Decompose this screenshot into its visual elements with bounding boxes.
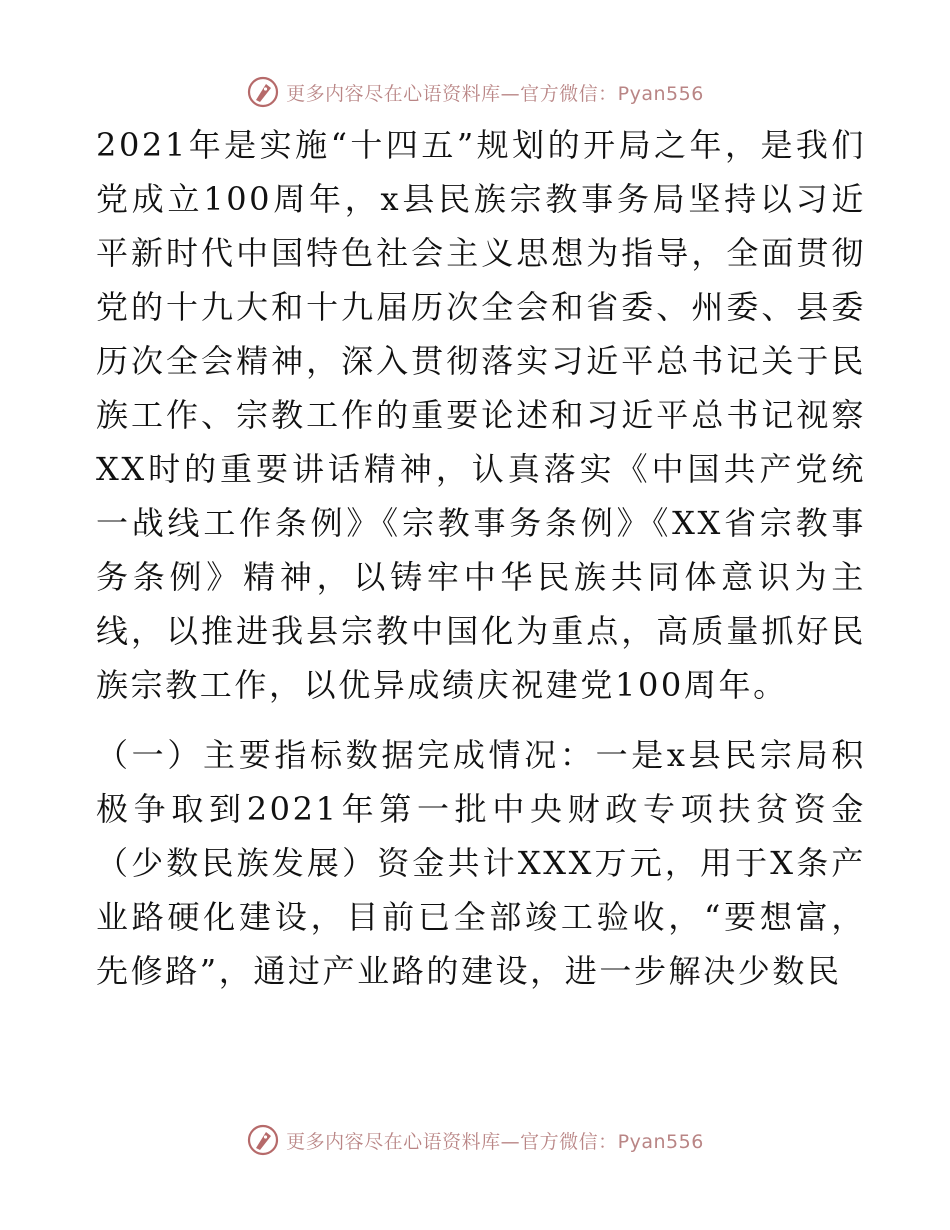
pen-nib-circle-icon <box>246 1123 280 1157</box>
watermark-text: 更多内容尽在心语资料库—官方微信：Pyan556 <box>286 82 704 105</box>
paragraph-indicators: （一）主要指标数据完成情况：一是x县民宗局积极争取到2021年第一批中央财政专项扶贫资金（少数民族发展）资金共计XXX万元，用于X条产业路硬化建设，目前已全部竣工验收，“要想富，先修路”，通过产业路的建设，进一步解决少数民 <box>96 736 866 990</box>
document-body <box>96 118 866 998</box>
watermark-text: 更多内容尽在心语资料库—官方微信：Pyan556 <box>286 1130 704 1153</box>
watermark-footer <box>0 1120 950 1160</box>
pen-nib-circle-icon <box>246 75 280 109</box>
watermark-header <box>0 72 950 112</box>
paragraph-intro: 2021年是实施“十四五”规划的开局之年，是我们党成立100周年，x县民族宗教事务局坚持以习近平新时代中国特色社会主义思想为指导，全面贯彻党的十九大和十九届历次全会和省委、州委、县委历次全会精神，深入贯彻落实习近平总书记关于民族工作、宗教工作的重要论述和习近平总书记视察XX时的重要讲话精神，认真落实《中国共产党统一战线工作条例》《宗教事务条例》《XX省宗教事务条例》精神，以铸牢中华民族共同体意识为主线，以推进我县宗教中国化为重点，高质量抓好民族宗教工作，以优异成绩庆祝建党100周年。 <box>96 126 866 704</box>
